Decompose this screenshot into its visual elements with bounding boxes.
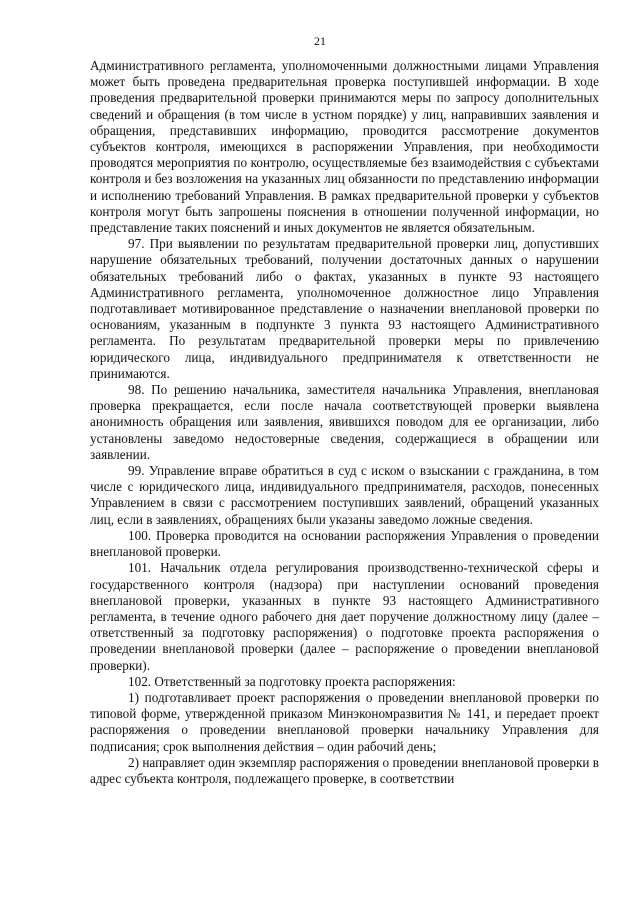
paragraph-97: 97. При выявлении по результатам предварительной проверки лиц, допустивших нарушение обязательных требований, получении достаточных данных о нарушении обязательных требований либо о фактах, указанных в пункте 93 настоящего Административного регламента, уполномоченное должностное лицо Управления подготавливает мотивированное представление о назначении внеплановой проверки по основаниям, указанным в подпункте 3 пункта 93 настоящего Административного регламента. По результатам предварительной проверки меры по привлечению юридического лица, индивидуального предпринимателя к ответственности не принимаются. bbox=[90, 236, 599, 381]
document-body bbox=[90, 58, 599, 787]
paragraph-99: 99. Управление вправе обратиться в суд с иском о взыскании с гражданина, в том числе с юридического лица, индивидуального предпринимателя, расходов, понесенных Управлением в связи с рассмотрением поступивших заявлений, обращений указанных лиц, если в заявлениях, обращениях были указаны заведомо ложные сведения. bbox=[90, 463, 599, 527]
paragraph-100: 100. Проверка проводится на основании распоряжения Управления о проведении внеплановой проверки. bbox=[90, 527, 599, 560]
paragraph-continuation: Административного регламента, уполномоченными должностными лицами Управления может быть проведена предварительная проверка поступившей информации. В ходе проведения предварительной проверки принимаются меры по запросу дополнительных сведений и обращения (в том числе в устном порядке) у лиц, направивших заявления и обращения, представивших информацию, проводится рассмотрение документов субъектов контроля, имеющихся в распоряжении Управления, при необходимости проводятся мероприятия по контролю, осуществляемые без взаимодействия с субъектами контроля и без возложения на указанных лиц обязанности по представлению информации и исполнению требований Управления. В рамках предварительной проверки у субъектов контроля могут быть запрошены пояснения в отношении полученной информации, но представление таких пояснений и иных документов не является обязательным. bbox=[90, 58, 599, 236]
paragraph-102-item-2: 2) направляет один экземпляр распоряжения о проведении внеплановой проверки в адрес субъекта контроля, подлежащего проверке, в соответствии bbox=[90, 754, 599, 786]
page-number: 21 bbox=[314, 34, 326, 48]
paragraph-101: 101. Начальник отдела регулирования производственно-технической сферы и государственного контроля (надзора) при наступлении оснований проведения внеплановой проверки, указанных в пункте 93 настоящего Административного регламента, в течение одного рабочего дня дает поручение должностному лицу (далее – ответственный за подготовку распоряжения) о подготовке проекта распоряжения о проведении внеплановой проверки (далее – распоряжение о проведении внеплановой проверки). bbox=[90, 560, 599, 673]
paragraph-102: 102. Ответственный за подготовку проекта распоряжения: bbox=[128, 673, 456, 689]
paragraph-102-item-1: 1) подготавливает проект распоряжения о проведении внеплановой проверки по типовой форме, утвержденной приказом Минэкономразвития № 141, и передает проект распоряжения о проведении внеплановой проверки начальнику Управления для подписания; срок выполнения действия – один рабочий день; bbox=[90, 689, 599, 754]
paragraph-98: 98. По решению начальника, заместителя начальника Управления, внеплановая проверка прекращается, если после начала соответствующей проверки выявлена анонимность обращения или заявления, явившихся поводом для ее организации, либо установлены заведомо недостоверные сведения, содержащиеся в обращении или заявлении. bbox=[90, 382, 599, 462]
